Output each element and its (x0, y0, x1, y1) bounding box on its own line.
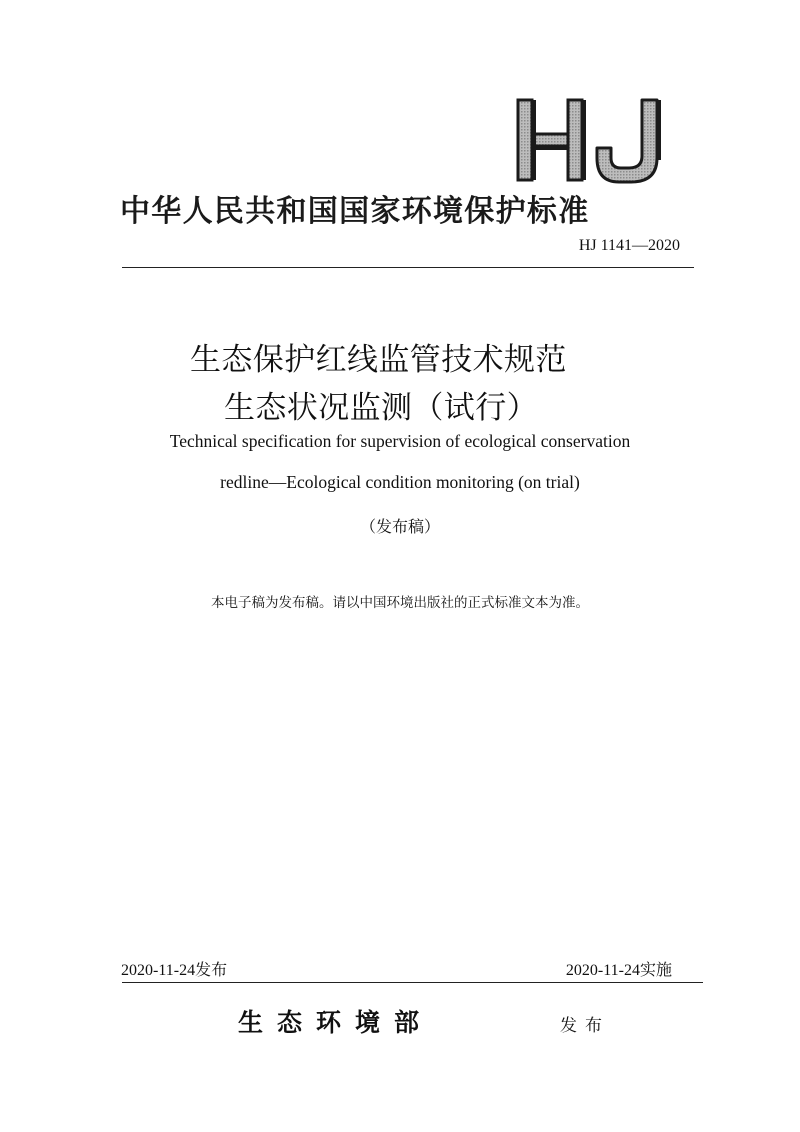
publisher-name: 生态环境部 (238, 1008, 434, 1037)
english-title-line-2: redline—Ecological condition monitoring (on trial) (220, 472, 580, 492)
hj-logo-icon (512, 96, 676, 184)
top-divider (122, 267, 694, 268)
bottom-divider (122, 982, 703, 983)
header-title: 中华人民共和国国家环境保护标准 (120, 194, 590, 229)
notice-text: 本电子稿为发布稿。请以中国环境出版社的正式标准文本为准。 (211, 595, 589, 611)
draft-label: （发布稿） (359, 517, 440, 536)
document-title-line-2: 生态状况监测（试行） (224, 390, 538, 426)
english-title-line-1: Technical specification for supervision of ecological conservation (169, 431, 631, 451)
issue-date: 2020-11-24发布 (121, 962, 228, 979)
standard-number: HJ 1141—2020 (578, 237, 680, 254)
publish-word: 发布 (560, 1016, 610, 1036)
document-title-line-1: 生态保护红线监管技术规范 (190, 342, 567, 378)
effective-date: 2020-11-24实施 (565, 962, 672, 979)
